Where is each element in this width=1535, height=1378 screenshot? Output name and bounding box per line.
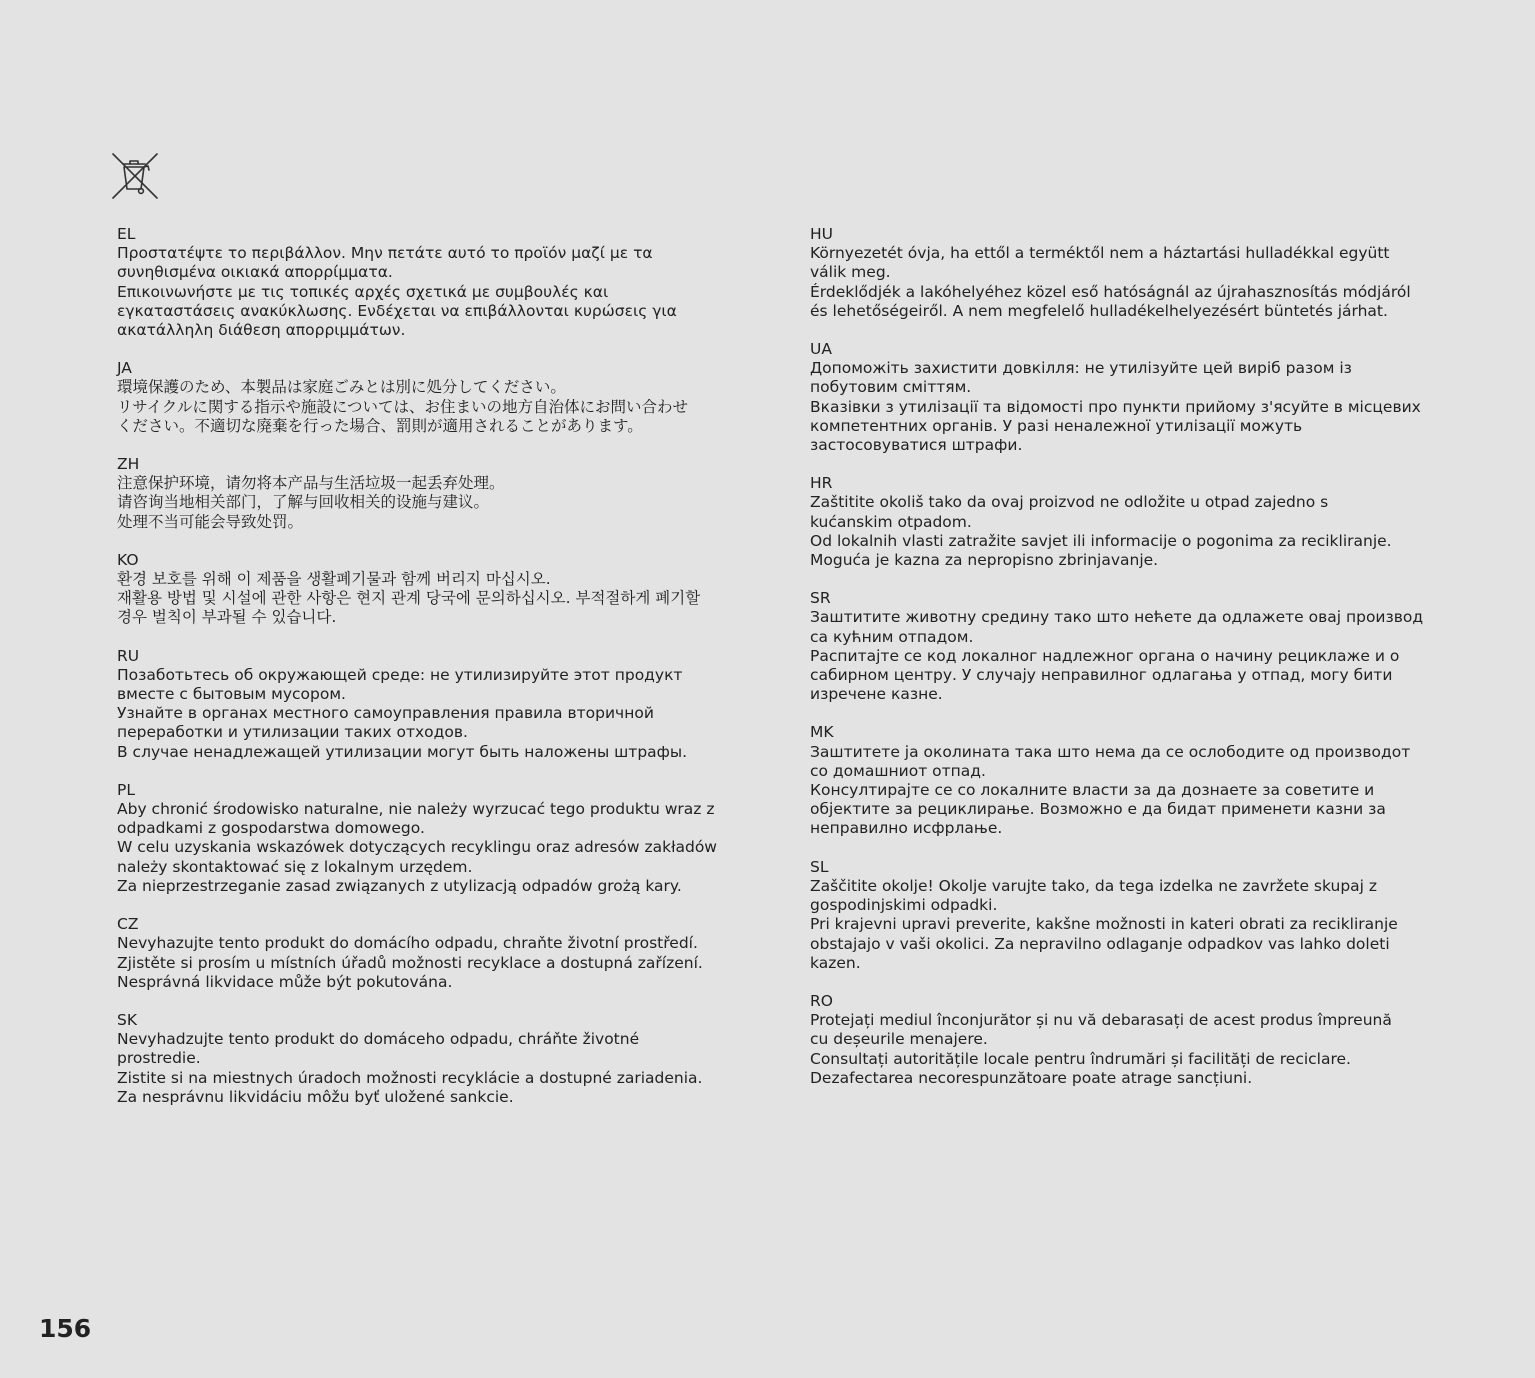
disposal-text-line: 環境保護のため、本製品は家庭ごみとは別に処分してください。 bbox=[117, 378, 566, 397]
disposal-text-line: 处理不当可能会导致处罚。 bbox=[117, 512, 304, 531]
disposal-text-line: Protejați mediul înconjurător și nu vă debarasați de acest produs împreună bbox=[810, 1011, 1392, 1030]
disposal-text-line: Dezafectarea necorespunzătoare poate atrage sancțiuni. bbox=[810, 1068, 1253, 1087]
disposal-text-line: Заштитете ја околината така што нема да се ослободите од производот bbox=[810, 742, 1411, 761]
disposal-text-line: リサイクルに関する指示や施設については、お住まいの地方自治体にお問い合わせ bbox=[117, 397, 689, 416]
disposal-text-line: ください。不適切な廃棄を行った場合、罰則が適用されることがあります。 bbox=[117, 416, 643, 435]
disposal-text-line: należy skontaktować się z lokalnym urzędem. bbox=[117, 857, 473, 876]
disposal-text-line: компетентних органів. У разі неналежної утилізації можуть bbox=[810, 416, 1303, 435]
disposal-text-line: Za nesprávnu likvidáciu môžu byť uložené sankcie. bbox=[117, 1087, 514, 1106]
disposal-text-line: Консултирајте се со локалните власти за да дознаете за советите и bbox=[810, 781, 1375, 800]
disposal-text-line: Узнайте в органах местного самоуправления правила вторичной bbox=[117, 704, 654, 723]
disposal-text-line: Позаботьтесь об окружающей среде: не утилизируйте этот продукт bbox=[117, 665, 683, 684]
language-section-sr bbox=[810, 589, 1450, 704]
language-code: EL bbox=[117, 225, 136, 243]
disposal-text-line: W celu uzyskania wskazówek dotyczących recyklingu oraz adresów zakładów bbox=[117, 838, 717, 857]
disposal-text-line: Допоможіть захистити довкілля: не утилізуйте цей виріб разом із bbox=[810, 359, 1352, 378]
disposal-text-line: Környezetét óvja, ha ettől a terméktől nem a háztartási hulladékkal együtt bbox=[810, 244, 1390, 263]
disposal-text-line: Érdeklődjék a lakóhelyéhez közel eső hatóságnál az újrahasznosítás módjáról bbox=[810, 282, 1411, 301]
language-code: JA bbox=[117, 359, 132, 378]
disposal-text-line: застосовуватися штрафи. bbox=[810, 436, 1023, 455]
disposal-text-line: са кућним отпадом. bbox=[810, 627, 974, 646]
disposal-text-line: со домашниот отпад. bbox=[810, 761, 986, 780]
language-section-ru bbox=[117, 647, 757, 762]
disposal-text-line: 경우 벌칙이 부과될 수 있습니다. bbox=[117, 608, 337, 627]
disposal-text-line: Pri krajevni upravi preverite, kakšne možnosti in kateri obrati za recikliranje bbox=[810, 915, 1398, 934]
disposal-text-line: Распитајте се код локалног надлежног органа о начину рециклаже и о bbox=[810, 646, 1400, 665]
language-section-cz bbox=[117, 915, 757, 992]
disposal-text-line: објектите за рециклирање. Возможно е да бидат применети казни за bbox=[810, 800, 1386, 819]
page-number: 156 bbox=[39, 1314, 92, 1343]
disposal-text-line: kazen. bbox=[810, 953, 861, 972]
disposal-text-line: Nevyhazujte tento produkt do domácího odpadu, chraňte životní prostředí. bbox=[117, 934, 698, 953]
language-code: KO bbox=[117, 550, 139, 569]
disposal-text-line: Zjistěte si prosím u místních úřadů možnosti recyklace a dostupná zařízení. bbox=[117, 953, 703, 972]
language-code: UA bbox=[810, 340, 832, 359]
disposal-text-line: kućanskim otpadom. bbox=[810, 512, 972, 531]
disposal-text-line: Aby chronić środowisko naturalne, nie należy wyrzucać tego produktu wraz z bbox=[117, 800, 715, 819]
language-section-pl bbox=[117, 781, 757, 896]
disposal-text-line: obstajajo v vaši okolici. Za nepravilno odlaganje odpadkov vas lahko doleti bbox=[810, 934, 1390, 953]
disposal-text-line: Zaštitite okoliš tako da ovaj proizvod ne odložite u otpad zajedno s bbox=[810, 493, 1329, 512]
disposal-text-line: Заштитите животну средину тако што нећете да одлажете овај производ bbox=[810, 608, 1424, 627]
disposal-text-line: 注意保护环境，请勿将本产品与生活垃圾一起丢弃处理。 bbox=[117, 474, 505, 493]
crossed-out-wheelie-bin-icon bbox=[110, 151, 160, 201]
language-section-hu bbox=[810, 225, 1450, 321]
disposal-text-line: 请咨询当地相关部门，了解与回收相关的设施与建议。 bbox=[117, 493, 490, 512]
disposal-text-line: prostredie. bbox=[117, 1049, 201, 1068]
language-code: RU bbox=[117, 646, 140, 665]
disposal-text-line: gospodinjskimi odpadki. bbox=[810, 896, 998, 915]
disposal-text-line: В случае ненадлежащей утилизации могут быть наложены штрафы. bbox=[117, 742, 688, 761]
disposal-text-line: сабирном центру. У случају неправилног одлагања у отпад, могу бити bbox=[810, 666, 1393, 685]
disposal-text-line: Προστατέψτε το περιβάλλον. Μην πετάτε αυτό το προϊόν μαζί με τα bbox=[117, 244, 653, 263]
disposal-text-line: Вказівки з утилізації та відомості про пункти прийому з'ясуйте в місцевих bbox=[810, 397, 1421, 416]
disposal-text-line: Consultați autoritățile locale pentru îndrumări și facilități de reciclare. bbox=[810, 1049, 1351, 1068]
language-section-hr bbox=[810, 474, 1450, 570]
language-code: CZ bbox=[117, 915, 139, 934]
disposal-text-line: Od lokalnih vlasti zatražite savjet ili informacije o pogonima za recikliranje. bbox=[810, 531, 1392, 550]
language-code: HR bbox=[810, 474, 833, 493]
right-column bbox=[810, 225, 1450, 1107]
disposal-text-line: εγκαταστάσεις ανακύκλωσης. Ενδέχεται να επιβάλλονται κυρώσεις για bbox=[117, 301, 677, 320]
disposal-text-line: побутовим сміттям. bbox=[810, 378, 972, 397]
disposal-text-line: cu deșeurile menajere. bbox=[810, 1030, 988, 1049]
disposal-text-line: неправилно исфрлање. bbox=[810, 819, 1003, 838]
disposal-text-line: válik meg. bbox=[810, 263, 891, 282]
language-code: SL bbox=[810, 857, 829, 876]
language-section-ro bbox=[810, 992, 1450, 1088]
disposal-text-line: Nevyhadzujte tento produkt do domáceho odpadu, chráňte životné bbox=[117, 1030, 640, 1049]
disposal-text-line: изречене казне. bbox=[810, 685, 943, 704]
disposal-text-line: переработки и утилизации таких отходов. bbox=[117, 723, 468, 742]
language-code: SK bbox=[117, 1010, 138, 1029]
disposal-text-line: вместе с бытовым мусором. bbox=[117, 685, 346, 704]
language-code: MK bbox=[810, 723, 834, 742]
language-section-el bbox=[117, 225, 757, 340]
language-code: ZH bbox=[117, 455, 140, 474]
disposal-text-line: Nesprávná likvidace může být pokutována. bbox=[117, 972, 453, 991]
language-section-zh bbox=[117, 455, 757, 532]
disposal-text-line: 재활용 방법 및 시설에 관한 사항은 현지 관계 당국에 문의하십시오. 부적절하게 폐기할 bbox=[117, 589, 701, 608]
left-column bbox=[117, 225, 757, 1126]
language-section-mk bbox=[810, 723, 1450, 838]
disposal-text-line: συνηθισμένα οικιακά απορρίμματα. bbox=[117, 263, 393, 282]
language-section-ua bbox=[810, 340, 1450, 455]
language-section-ko bbox=[117, 551, 757, 628]
disposal-text-line: és lehetőségeiről. A nem megfelelő hulladékelhelyezésért büntetés járhat. bbox=[810, 301, 1388, 320]
disposal-text-line: Za nieprzestrzeganie zasad związanych z utylizacją odpadów grożą kary. bbox=[117, 876, 682, 895]
language-section-sl bbox=[810, 858, 1450, 973]
disposal-text-line: ακατάλληλη διάθεση απορριμμάτων. bbox=[117, 321, 406, 340]
language-section-ja bbox=[117, 359, 757, 436]
language-code: SR bbox=[810, 589, 831, 608]
disposal-text-line: Zistite si na miestnych úradoch možnosti recyklácie a dostupné zariadenia. bbox=[117, 1068, 703, 1087]
disposal-text-line: Επικοινωνήστε με τις τοπικές αρχές σχετικά με συμβουλές και bbox=[117, 282, 609, 301]
language-code: RO bbox=[810, 991, 833, 1010]
language-code: HU bbox=[810, 225, 834, 243]
disposal-text-line: Moguća je kazna za nepropisno zbrinjavanje. bbox=[810, 551, 1159, 570]
disposal-text-line: odpadkami z gospodarstwa domowego. bbox=[117, 819, 425, 838]
language-code: PL bbox=[117, 780, 135, 799]
disposal-text-line: Zaščitite okolje! Okolje varujte tako, da tega izdelka ne zavržete skupaj z bbox=[810, 876, 1378, 895]
disposal-text-line: 환경 보호를 위해 이 제품을 생활폐기물과 함께 버리지 마십시오. bbox=[117, 570, 551, 589]
language-section-sk bbox=[117, 1011, 757, 1107]
